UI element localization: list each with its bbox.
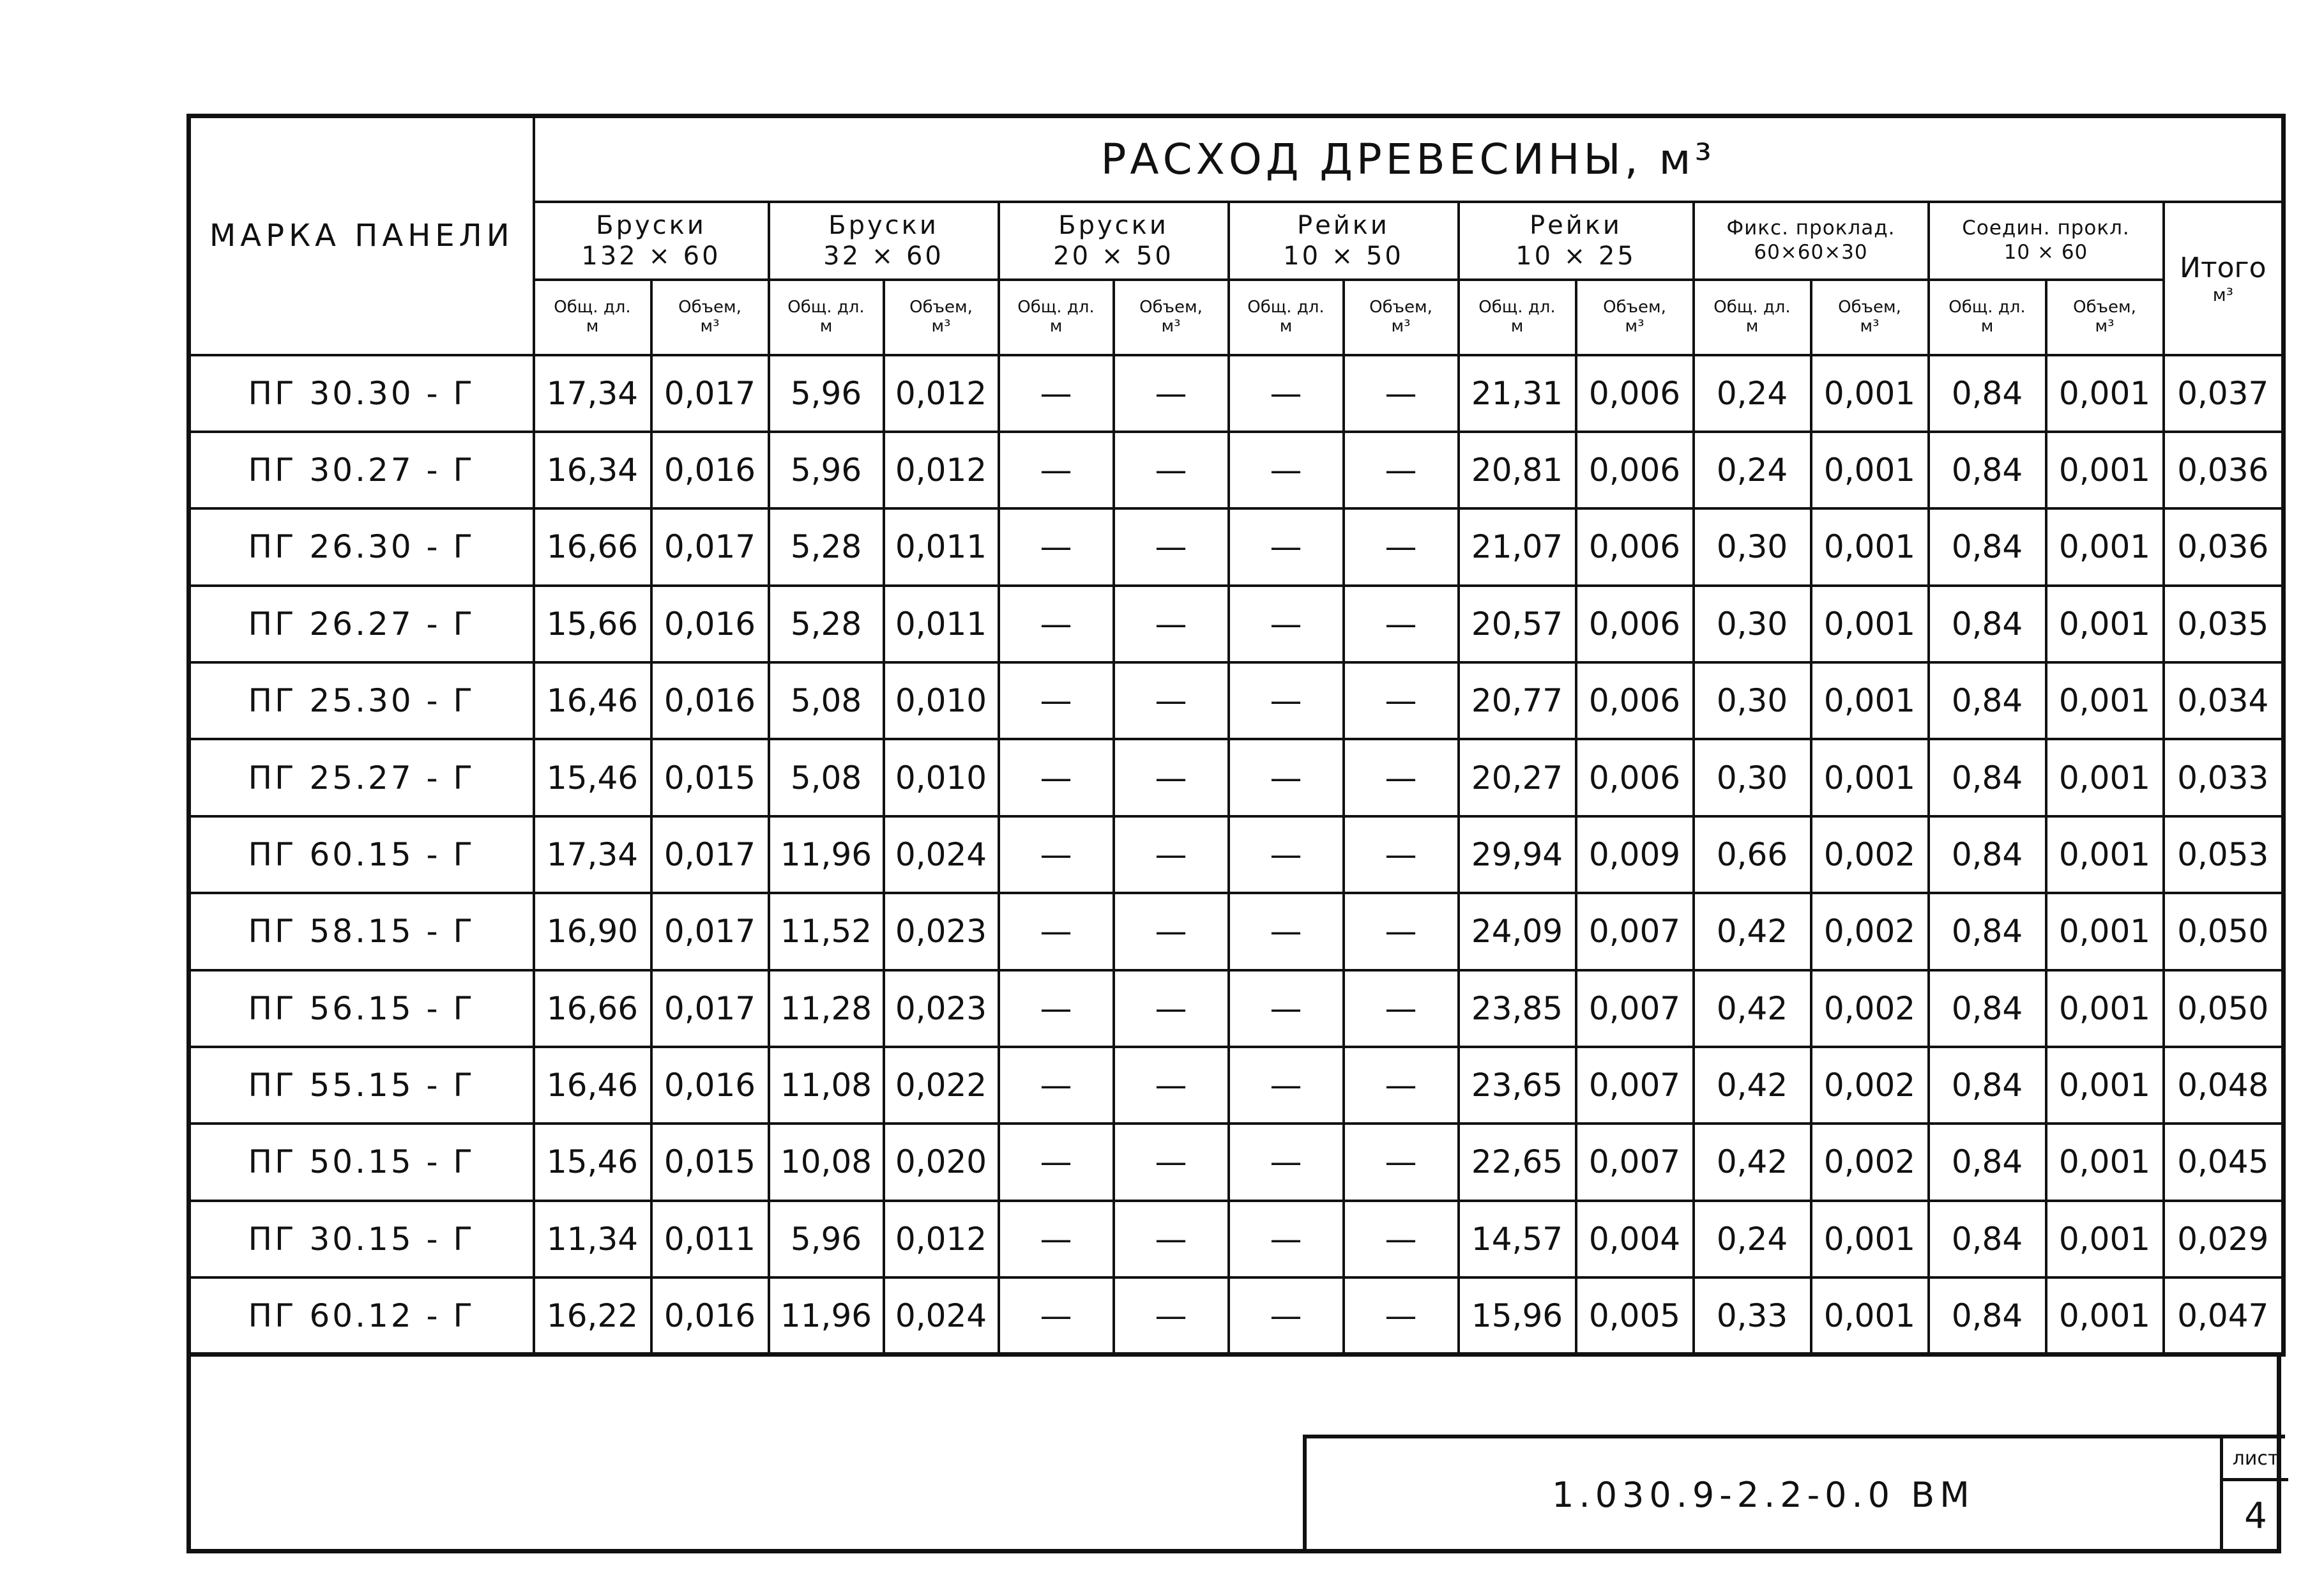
value-cell: — (1344, 662, 1459, 739)
value-cell: 23,65 (1459, 1047, 1576, 1124)
value-cell: — (1229, 662, 1344, 739)
value-cell: — (1229, 893, 1344, 970)
value-cell: — (1229, 1277, 1344, 1355)
total-cell: 0,048 (2164, 1047, 2284, 1124)
value-cell: — (1114, 355, 1229, 432)
value-cell: — (1229, 970, 1344, 1047)
value-cell: 0,024 (884, 1277, 999, 1355)
value-cell: 0,011 (884, 586, 999, 662)
volume-subheader (651, 280, 769, 355)
group-header (769, 202, 999, 280)
subheader-label: Общ. дл. (1478, 297, 1556, 317)
value-cell: 0,24 (1694, 432, 1811, 508)
value-cell: 0,001 (1811, 662, 1929, 739)
total-cell: 0,037 (2164, 355, 2284, 432)
value-cell: 0,84 (1929, 970, 2046, 1047)
group-header (534, 202, 769, 280)
value-cell: — (1114, 816, 1229, 893)
subheader-label: Общ. дл. (554, 297, 631, 317)
value-cell: — (999, 1124, 1114, 1200)
value-cell: 0,017 (651, 970, 769, 1047)
total-cell: 0,034 (2164, 662, 2284, 739)
value-cell: 0,84 (1929, 1124, 2046, 1200)
total-cell: 0,033 (2164, 739, 2284, 816)
sheet-label: лист (2223, 1438, 2288, 1481)
brand-column-header: МАРКА ПАНЕЛИ (189, 116, 534, 355)
value-cell: 16,66 (534, 508, 651, 585)
subheader-label: Общ. дл. (1017, 297, 1095, 317)
value-cell: 0,84 (1929, 1047, 2046, 1124)
value-cell: 23,85 (1459, 970, 1576, 1047)
title-block-stamp (1303, 1435, 2285, 1551)
value-cell: 0,006 (1576, 739, 1694, 816)
subheader-unit: м (819, 316, 833, 336)
value-cell: 20,57 (1459, 586, 1576, 662)
value-cell: 0,84 (1929, 1201, 2046, 1277)
value-cell: 0,84 (1929, 1277, 2046, 1355)
subheader-unit: м³ (931, 316, 951, 336)
group-size: 132 × 60 (581, 241, 721, 271)
value-cell: — (999, 816, 1114, 893)
value-cell: 0,016 (651, 586, 769, 662)
value-cell: 0,006 (1576, 662, 1694, 739)
value-cell: 0,004 (1576, 1201, 1694, 1277)
value-cell: 0,001 (1811, 586, 1929, 662)
subheader-unit: м³ (1860, 316, 1880, 336)
table-row (189, 586, 2284, 662)
value-cell: 0,24 (1694, 1201, 1811, 1277)
value-cell: 20,77 (1459, 662, 1576, 739)
value-cell: 0,84 (1929, 816, 2046, 893)
value-cell: 0,017 (651, 355, 769, 432)
value-cell: 20,81 (1459, 432, 1576, 508)
total-cell: 0,047 (2164, 1277, 2284, 1355)
value-cell: — (1344, 1201, 1459, 1277)
value-cell: 0,007 (1576, 970, 1694, 1047)
value-cell: 16,90 (534, 893, 651, 970)
subheader-unit: м³ (700, 316, 720, 336)
subheader-label: Объем, (909, 297, 973, 317)
group-size: 20 × 50 (1053, 241, 1174, 271)
group-name: Бруски (1058, 210, 1169, 240)
total-cell: 0,036 (2164, 432, 2284, 508)
table-row (189, 893, 2284, 970)
value-cell: — (1114, 1047, 1229, 1124)
value-cell: 0,007 (1576, 1047, 1694, 1124)
value-cell: 11,08 (769, 1047, 884, 1124)
group-header (1694, 202, 1929, 280)
value-cell: 0,011 (651, 1201, 769, 1277)
value-cell: — (1114, 432, 1229, 508)
value-cell: — (1114, 586, 1229, 662)
value-cell: 0,001 (2046, 816, 2164, 893)
group-name: Бруски (596, 210, 706, 240)
value-cell: 0,001 (2046, 508, 2164, 585)
length-subheader (1929, 280, 2046, 355)
total-cell: 0,050 (2164, 893, 2284, 970)
total-cell: 0,036 (2164, 508, 2284, 585)
value-cell: 0,30 (1694, 508, 1811, 585)
panel-brand-cell: ПГ 26.27 - Г (189, 586, 534, 662)
total-label: Итого (2180, 251, 2267, 284)
panel-brand-cell: ПГ 30.15 - Г (189, 1201, 534, 1277)
group-name: Фикс. проклад. (1726, 217, 1895, 240)
subheader-unit: м³ (1391, 316, 1411, 336)
total-cell: 0,050 (2164, 970, 2284, 1047)
total-cell: 0,053 (2164, 816, 2284, 893)
value-cell: 15,66 (534, 586, 651, 662)
value-cell: — (999, 739, 1114, 816)
subheader-unit: м³ (2095, 316, 2115, 336)
value-cell: — (1344, 970, 1459, 1047)
value-cell: 0,017 (651, 893, 769, 970)
panel-brand-cell: ПГ 58.15 - Г (189, 893, 534, 970)
value-cell: — (1344, 1124, 1459, 1200)
value-cell: 0,017 (651, 508, 769, 585)
panel-brand-cell: ПГ 60.12 - Г (189, 1277, 534, 1355)
value-cell: 11,28 (769, 970, 884, 1047)
value-cell: 0,001 (2046, 432, 2164, 508)
value-cell: — (999, 970, 1114, 1047)
group-size: 10 × 50 (1283, 241, 1404, 271)
value-cell: 0,001 (2046, 1124, 2164, 1200)
total-cell: 0,045 (2164, 1124, 2284, 1200)
value-cell: — (1344, 1047, 1459, 1124)
value-cell: 29,94 (1459, 816, 1576, 893)
subheader-label: Общ. дл. (1713, 297, 1791, 317)
value-cell: — (1229, 739, 1344, 816)
table-row (189, 970, 2284, 1047)
value-cell: — (999, 893, 1114, 970)
value-cell: 0,001 (1811, 1201, 1929, 1277)
value-cell: 0,002 (1811, 1047, 1929, 1124)
value-cell: 0,010 (884, 662, 999, 739)
value-cell: 11,96 (769, 1277, 884, 1355)
table-row (189, 662, 2284, 739)
table-row (189, 508, 2284, 585)
panel-brand-cell: ПГ 55.15 - Г (189, 1047, 534, 1124)
value-cell: 22,65 (1459, 1124, 1576, 1200)
value-cell: 0,84 (1929, 662, 2046, 739)
length-subheader (1229, 280, 1344, 355)
value-cell: 0,84 (1929, 586, 2046, 662)
panel-brand-cell: ПГ 30.30 - Г (189, 355, 534, 432)
value-cell: 0,002 (1811, 970, 1929, 1047)
value-cell: 0,006 (1576, 355, 1694, 432)
value-cell: 5,08 (769, 662, 884, 739)
length-subheader (1694, 280, 1811, 355)
value-cell: 0,016 (651, 1047, 769, 1124)
value-cell: 5,28 (769, 508, 884, 585)
length-subheader (999, 280, 1114, 355)
group-name: Бруски (828, 210, 939, 240)
value-cell: — (1344, 739, 1459, 816)
value-cell: 10,08 (769, 1124, 884, 1200)
value-cell: 0,005 (1576, 1277, 1694, 1355)
volume-subheader (2046, 280, 2164, 355)
value-cell: 0,011 (884, 508, 999, 585)
sheet-number: 4 (2244, 1495, 2267, 1537)
value-cell: 0,001 (2046, 355, 2164, 432)
table-title: РАСХОД ДРЕВЕСИНЫ, м³ (534, 116, 2284, 202)
value-cell: — (1344, 1277, 1459, 1355)
value-cell: 0,42 (1694, 1047, 1811, 1124)
value-cell: — (1344, 508, 1459, 585)
total-cell: 0,035 (2164, 586, 2284, 662)
value-cell: — (999, 586, 1114, 662)
value-cell: 0,84 (1929, 355, 2046, 432)
group-name: Соедин. прокл. (1962, 217, 2130, 240)
value-cell: 15,46 (534, 739, 651, 816)
subheader-unit: м³ (1625, 316, 1644, 336)
value-cell: 0,023 (884, 970, 999, 1047)
value-cell: — (1229, 816, 1344, 893)
value-cell: 0,023 (884, 893, 999, 970)
panel-brand-cell: ПГ 25.30 - Г (189, 662, 534, 739)
value-cell: — (999, 508, 1114, 585)
value-cell: 0,002 (1811, 893, 1929, 970)
value-cell: 0,30 (1694, 739, 1811, 816)
value-cell: 0,84 (1929, 893, 2046, 970)
group-size: 60×60×30 (1754, 240, 1868, 264)
subheader-unit: м³ (1161, 316, 1181, 336)
wood-consumption-table (186, 114, 2286, 1357)
group-size: 10 × 60 (2003, 240, 2088, 264)
value-cell: 11,34 (534, 1201, 651, 1277)
value-cell: 0,001 (2046, 893, 2164, 970)
value-cell: — (1344, 893, 1459, 970)
value-cell: 0,006 (1576, 586, 1694, 662)
value-cell: — (1229, 1047, 1344, 1124)
panel-brand-cell: ПГ 50.15 - Г (189, 1124, 534, 1200)
value-cell: 0,001 (1811, 1277, 1929, 1355)
value-cell: 0,001 (2046, 1047, 2164, 1124)
value-cell: 0,006 (1576, 508, 1694, 585)
subheader-label: Общ. дл. (1948, 297, 2026, 317)
group-name: Рейки (1530, 210, 1622, 240)
value-cell: — (1229, 586, 1344, 662)
value-cell: 0,022 (884, 1047, 999, 1124)
table-row (189, 355, 2284, 432)
volume-subheader (1344, 280, 1459, 355)
subheader-unit: м (586, 316, 599, 336)
table-row (189, 1201, 2284, 1277)
table-row (189, 1047, 2284, 1124)
value-cell: 5,96 (769, 1201, 884, 1277)
value-cell: — (999, 355, 1114, 432)
panel-brand-cell: ПГ 25.27 - Г (189, 739, 534, 816)
value-cell: — (1114, 739, 1229, 816)
value-cell: — (1114, 508, 1229, 585)
value-cell: 0,001 (2046, 1201, 2164, 1277)
group-header (1229, 202, 1459, 280)
value-cell: — (1229, 508, 1344, 585)
value-cell: — (1114, 1124, 1229, 1200)
subheader-unit: м (1279, 316, 1293, 336)
value-cell: 21,07 (1459, 508, 1576, 585)
group-header (1929, 202, 2164, 280)
value-cell: 0,016 (651, 1277, 769, 1355)
value-cell: 16,46 (534, 1047, 651, 1124)
subheader-label: Объем, (2073, 297, 2136, 317)
group-header (999, 202, 1229, 280)
value-cell: — (1229, 355, 1344, 432)
value-cell: — (1344, 586, 1459, 662)
table-row (189, 1277, 2284, 1355)
value-cell: — (1114, 1277, 1229, 1355)
value-cell: 16,46 (534, 662, 651, 739)
value-cell: 0,002 (1811, 816, 1929, 893)
value-cell: 0,024 (884, 816, 999, 893)
value-cell: — (999, 662, 1114, 739)
subheader-label: Объем, (1369, 297, 1432, 317)
value-cell: 11,96 (769, 816, 884, 893)
group-size: 32 × 60 (823, 241, 944, 271)
sheet-box (2220, 1438, 2288, 1551)
value-cell: — (1344, 432, 1459, 508)
value-cell: — (1114, 893, 1229, 970)
value-cell: 0,016 (651, 432, 769, 508)
value-cell: 0,015 (651, 739, 769, 816)
value-cell: 0,42 (1694, 893, 1811, 970)
value-cell: 0,001 (1811, 739, 1929, 816)
value-cell: 16,22 (534, 1277, 651, 1355)
length-subheader (534, 280, 651, 355)
table-row (189, 739, 2284, 816)
value-cell: 0,016 (651, 662, 769, 739)
value-cell: 0,001 (2046, 1277, 2164, 1355)
value-cell: 0,66 (1694, 816, 1811, 893)
value-cell: 0,30 (1694, 586, 1811, 662)
value-cell: — (999, 1201, 1114, 1277)
value-cell: 17,34 (534, 816, 651, 893)
value-cell: 15,96 (1459, 1277, 1576, 1355)
table-row (189, 1124, 2284, 1200)
subheader-label: Объем, (678, 297, 741, 317)
subheader-unit: м (1745, 316, 1759, 336)
subheader-label: Объем, (1838, 297, 1901, 317)
volume-subheader (1576, 280, 1694, 355)
group-size: 10 × 25 (1515, 241, 1636, 271)
value-cell: 11,52 (769, 893, 884, 970)
value-cell: 0,002 (1811, 1124, 1929, 1200)
document-code: 1.030.9-2.2-0.0 ВМ (1552, 1474, 1975, 1515)
subheader-label: Общ. дл. (1247, 297, 1325, 317)
value-cell: 0,001 (2046, 662, 2164, 739)
value-cell: — (999, 1277, 1114, 1355)
value-cell: 5,28 (769, 586, 884, 662)
group-header (1459, 202, 1694, 280)
value-cell: 5,96 (769, 432, 884, 508)
panel-brand-cell: ПГ 26.30 - Г (189, 508, 534, 585)
value-cell: 0,010 (884, 739, 999, 816)
subheader-label: Общ. дл. (787, 297, 865, 317)
value-cell: 0,012 (884, 432, 999, 508)
subheader-unit: м (1980, 316, 1994, 336)
value-cell: 0,42 (1694, 1124, 1811, 1200)
subheader-unit: м (1510, 316, 1524, 336)
value-cell: 0,012 (884, 355, 999, 432)
value-cell: — (1344, 355, 1459, 432)
length-subheader (769, 280, 884, 355)
value-cell: 0,42 (1694, 970, 1811, 1047)
subheader-label: Объем, (1139, 297, 1203, 317)
table-row (189, 432, 2284, 508)
value-cell: 0,84 (1929, 432, 2046, 508)
value-cell: 0,007 (1576, 893, 1694, 970)
value-cell: — (1114, 970, 1229, 1047)
value-cell: 0,001 (2046, 739, 2164, 816)
value-cell: 0,006 (1576, 432, 1694, 508)
value-cell: 24,09 (1459, 893, 1576, 970)
panel-brand-cell: ПГ 60.15 - Г (189, 816, 534, 893)
value-cell: — (1229, 432, 1344, 508)
total-cell: 0,029 (2164, 1201, 2284, 1277)
value-cell: — (1114, 662, 1229, 739)
value-cell: 0,001 (1811, 355, 1929, 432)
group-name: Рейки (1297, 210, 1390, 240)
value-cell: 0,001 (1811, 432, 1929, 508)
value-cell: 15,46 (534, 1124, 651, 1200)
value-cell: 0,015 (651, 1124, 769, 1200)
total-unit: м³ (2212, 284, 2233, 305)
length-subheader (1459, 280, 1576, 355)
value-cell: 5,96 (769, 355, 884, 432)
value-cell: 0,007 (1576, 1124, 1694, 1200)
value-cell: 0,012 (884, 1201, 999, 1277)
value-cell: 21,31 (1459, 355, 1576, 432)
value-cell: — (999, 1047, 1114, 1124)
value-cell: 0,009 (1576, 816, 1694, 893)
volume-subheader (1114, 280, 1229, 355)
value-cell: 0,84 (1929, 739, 2046, 816)
table-row (189, 816, 2284, 893)
value-cell: 20,27 (1459, 739, 1576, 816)
subheader-unit: м (1049, 316, 1063, 336)
panel-brand-cell: ПГ 56.15 - Г (189, 970, 534, 1047)
value-cell: 0,017 (651, 816, 769, 893)
table-body (189, 355, 2284, 1355)
value-cell: 5,08 (769, 739, 884, 816)
value-cell: — (1229, 1124, 1344, 1200)
value-cell: 0,30 (1694, 662, 1811, 739)
value-cell: 0,001 (2046, 970, 2164, 1047)
value-cell: 16,34 (534, 432, 651, 508)
volume-subheader (1811, 280, 1929, 355)
value-cell: — (1229, 1201, 1344, 1277)
total-column-header (2164, 202, 2284, 355)
volume-subheader (884, 280, 999, 355)
value-cell: 0,24 (1694, 355, 1811, 432)
value-cell: — (1344, 816, 1459, 893)
value-cell: 0,33 (1694, 1277, 1811, 1355)
value-cell: 14,57 (1459, 1201, 1576, 1277)
value-cell: 0,001 (2046, 586, 2164, 662)
value-cell: 17,34 (534, 355, 651, 432)
subheader-label: Объем, (1603, 297, 1666, 317)
value-cell: 0,001 (1811, 508, 1929, 585)
value-cell: 16,66 (534, 970, 651, 1047)
value-cell: 0,84 (1929, 508, 2046, 585)
value-cell: — (999, 432, 1114, 508)
value-cell: 0,020 (884, 1124, 999, 1200)
panel-brand-cell: ПГ 30.27 - Г (189, 432, 534, 508)
value-cell: — (1114, 1201, 1229, 1277)
